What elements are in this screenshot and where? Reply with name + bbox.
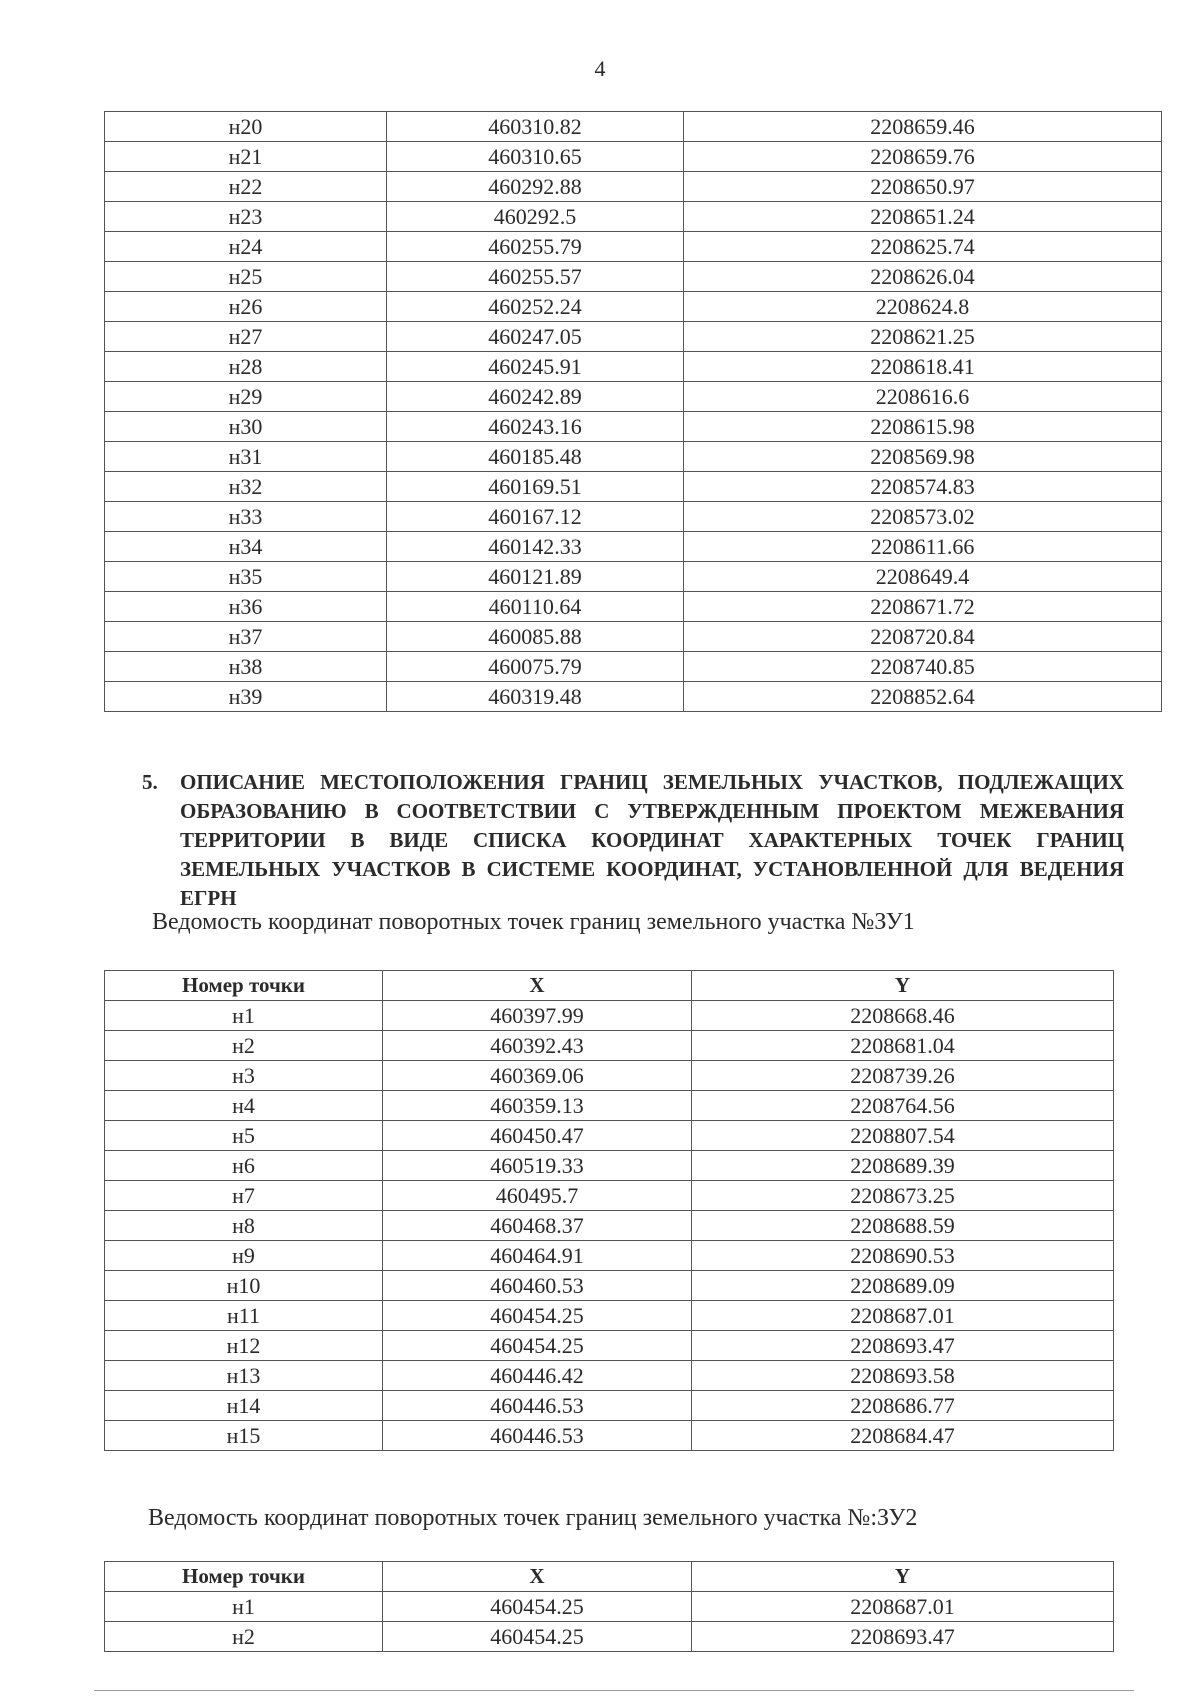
cell-x: 460369.06: [383, 1061, 692, 1091]
cell-point-number: н34: [105, 532, 387, 562]
table-row: [105, 532, 1162, 562]
table-row: [105, 502, 1162, 532]
cell-point-number: н36: [105, 592, 387, 622]
cell-point-number: н22: [105, 172, 387, 202]
cell-point-number: н31: [105, 442, 387, 472]
cell-x: 460468.37: [383, 1211, 692, 1241]
coordinates-table-continued: [104, 111, 1162, 712]
cell-point-number: н10: [105, 1271, 383, 1301]
table-header-row: [105, 971, 1114, 1001]
cell-x: 460310.65: [387, 142, 684, 172]
cell-y: 2208671.72: [684, 592, 1162, 622]
table-row: [105, 322, 1162, 352]
table-row: [105, 1622, 1114, 1652]
table-row: [105, 382, 1162, 412]
cell-point-number: н1: [105, 1592, 383, 1622]
cell-y: 2208651.24: [684, 202, 1162, 232]
cell-x: 460085.88: [387, 622, 684, 652]
table-row: [105, 1121, 1114, 1151]
cell-y: 2208611.66: [684, 532, 1162, 562]
table-row: [105, 1151, 1114, 1181]
table-row: [105, 1391, 1114, 1421]
cell-y: 2208625.74: [684, 232, 1162, 262]
table-row: [105, 1361, 1114, 1391]
table-row: [105, 352, 1162, 382]
table-row: [105, 622, 1162, 652]
cell-point-number: н13: [105, 1361, 383, 1391]
cell-y: 2208689.39: [692, 1151, 1114, 1181]
table-row: [105, 1592, 1114, 1622]
cell-point-number: н9: [105, 1241, 383, 1271]
cell-y: 2208852.64: [684, 682, 1162, 712]
cell-y: 2208626.04: [684, 262, 1162, 292]
cell-point-number: н1: [105, 1001, 383, 1031]
cell-x: 460255.79: [387, 232, 684, 262]
table-row: [105, 202, 1162, 232]
cell-point-number: н25: [105, 262, 387, 292]
cell-point-number: н30: [105, 412, 387, 442]
cell-y: 2208739.26: [692, 1061, 1114, 1091]
table-row: [105, 682, 1162, 712]
cell-x: 460519.33: [383, 1151, 692, 1181]
header-x: X: [383, 1562, 692, 1592]
cell-x: 460454.25: [383, 1592, 692, 1622]
cell-y: 2208689.09: [692, 1271, 1114, 1301]
table-row: [105, 1331, 1114, 1361]
table-caption-zu1: Ведомость координат поворотных точек границ земельного участка №ЗУ1: [152, 909, 915, 935]
cell-x: 460075.79: [387, 652, 684, 682]
cell-y: 2208615.98: [684, 412, 1162, 442]
cell-x: 460110.64: [387, 592, 684, 622]
table-row: [105, 472, 1162, 502]
cell-point-number: н29: [105, 382, 387, 412]
table-row: [105, 1421, 1114, 1451]
cell-x: 460464.91: [383, 1241, 692, 1271]
cell-point-number: н11: [105, 1301, 383, 1331]
cell-point-number: н24: [105, 232, 387, 262]
cell-y: 2208673.25: [692, 1181, 1114, 1211]
cell-x: 460446.42: [383, 1361, 692, 1391]
cell-x: 460495.7: [383, 1181, 692, 1211]
header-x: X: [383, 971, 692, 1001]
cell-y: 2208807.54: [692, 1121, 1114, 1151]
cell-point-number: н6: [105, 1151, 383, 1181]
cell-y: 2208740.85: [684, 652, 1162, 682]
table-row: [105, 1001, 1114, 1031]
cell-point-number: н38: [105, 652, 387, 682]
cell-y: 2208690.53: [692, 1241, 1114, 1271]
cell-point-number: н8: [105, 1211, 383, 1241]
cell-x: 460460.53: [383, 1271, 692, 1301]
cell-y: 2208621.25: [684, 322, 1162, 352]
header-y: Y: [692, 971, 1114, 1001]
table-row: [105, 112, 1162, 142]
cell-y: 2208686.77: [692, 1391, 1114, 1421]
cell-y: 2208650.97: [684, 172, 1162, 202]
cell-x: 460310.82: [387, 112, 684, 142]
table-row: [105, 442, 1162, 472]
cell-y: 2208684.47: [692, 1421, 1114, 1451]
cell-x: 460454.25: [383, 1622, 692, 1652]
footer-divider: [94, 1690, 1134, 1691]
table-row: [105, 412, 1162, 442]
cell-x: 460252.24: [387, 292, 684, 322]
cell-point-number: н21: [105, 142, 387, 172]
cell-x: 460245.91: [387, 352, 684, 382]
cell-x: 460167.12: [387, 502, 684, 532]
table-row: [105, 142, 1162, 172]
cell-x: 460169.51: [387, 472, 684, 502]
table-body: [105, 1001, 1114, 1451]
cell-point-number: н4: [105, 1091, 383, 1121]
table-body: [105, 1592, 1114, 1652]
cell-y: 2208764.56: [692, 1091, 1114, 1121]
section-heading-text: ОПИСАНИЕ МЕСТОПОЛОЖЕНИЯ ГРАНИЦ ЗЕМЕЛЬНЫХ УЧАСТКОВ, ПОДЛЕЖАЩИХ ОБРАЗОВАНИЮ В СООТВЕТСТВИИ С УТВЕРЖДЕННЫМ ПРОЕКТОМ МЕЖЕВАНИЯ ТЕРРИТОРИИ В ВИДЕ СПИСКА КООРДИНАТ ХАРАКТЕРНЫХ ТОЧЕК ГРАНИЦ ЗЕМЕЛЬНЫХ УЧАСТКОВ В СИСТЕМЕ КООРДИНАТ, УСТАНОВЛЕННОЙ ДЛЯ ВЕДЕНИЯ ЕГРН: [180, 770, 1124, 910]
cell-x: 460243.16: [387, 412, 684, 442]
cell-point-number: н26: [105, 292, 387, 322]
cell-point-number: н14: [105, 1391, 383, 1421]
cell-y: 2208574.83: [684, 472, 1162, 502]
table-row: [105, 652, 1162, 682]
table-row: [105, 592, 1162, 622]
table-row: [105, 1091, 1114, 1121]
cell-x: 460454.25: [383, 1301, 692, 1331]
cell-point-number: н5: [105, 1121, 383, 1151]
cell-y: 2208681.04: [692, 1031, 1114, 1061]
cell-y: 2208659.76: [684, 142, 1162, 172]
cell-point-number: н12: [105, 1331, 383, 1361]
cell-point-number: н3: [105, 1061, 383, 1091]
cell-point-number: н27: [105, 322, 387, 352]
cell-x: 460319.48: [387, 682, 684, 712]
table-row: [105, 1211, 1114, 1241]
cell-point-number: н28: [105, 352, 387, 382]
cell-x: 460454.25: [383, 1331, 692, 1361]
cell-y: 2208687.01: [692, 1301, 1114, 1331]
section-number: 5.: [142, 770, 158, 794]
cell-y: 2208616.6: [684, 382, 1162, 412]
cell-point-number: н35: [105, 562, 387, 592]
cell-x: 460185.48: [387, 442, 684, 472]
cell-y: 2208668.46: [692, 1001, 1114, 1031]
cell-y: 2208649.4: [684, 562, 1162, 592]
cell-y: 2208618.41: [684, 352, 1162, 382]
cell-y: 2208693.47: [692, 1331, 1114, 1361]
cell-point-number: н7: [105, 1181, 383, 1211]
table-row: [105, 1181, 1114, 1211]
cell-x: 460142.33: [387, 532, 684, 562]
table-row: [105, 1271, 1114, 1301]
cell-point-number: н23: [105, 202, 387, 232]
cell-x: 460446.53: [383, 1391, 692, 1421]
cell-x: 460397.99: [383, 1001, 692, 1031]
cell-x: 460292.88: [387, 172, 684, 202]
cell-y: 2208693.47: [692, 1622, 1114, 1652]
cell-y: 2208569.98: [684, 442, 1162, 472]
table-row: [105, 1061, 1114, 1091]
cell-x: 460247.05: [387, 322, 684, 352]
cell-y: 2208687.01: [692, 1592, 1114, 1622]
cell-point-number: н2: [105, 1031, 383, 1061]
cell-point-number: н2: [105, 1622, 383, 1652]
cell-y: 2208659.46: [684, 112, 1162, 142]
table-row: [105, 172, 1162, 202]
coordinates-table-zu1: [104, 970, 1114, 1451]
header-point-number: Номер точки: [105, 971, 383, 1001]
table-row: [105, 1031, 1114, 1061]
table-row: [105, 292, 1162, 322]
cell-point-number: н33: [105, 502, 387, 532]
page-number: 4: [594, 56, 606, 81]
cell-x: 460121.89: [387, 562, 684, 592]
cell-point-number: н15: [105, 1421, 383, 1451]
header-y: Y: [692, 1562, 1114, 1592]
cell-x: 460446.53: [383, 1421, 692, 1451]
table-body: [105, 112, 1162, 712]
table-header-row: [105, 1562, 1114, 1592]
cell-y: 2208693.58: [692, 1361, 1114, 1391]
cell-point-number: н37: [105, 622, 387, 652]
table-row: [105, 232, 1162, 262]
section-5-heading: [142, 768, 1124, 913]
table-caption-zu2: Ведомость координат поворотных точек границ земельного участка №:ЗУ2: [148, 1505, 918, 1531]
cell-y: 2208573.02: [684, 502, 1162, 532]
cell-x: 460450.47: [383, 1121, 692, 1151]
cell-x: 460392.43: [383, 1031, 692, 1061]
coordinates-table-zu2: [104, 1561, 1114, 1652]
cell-point-number: н32: [105, 472, 387, 502]
table-row: [105, 1301, 1114, 1331]
cell-x: 460292.5: [387, 202, 684, 232]
table-row: [105, 1241, 1114, 1271]
cell-y: 2208624.8: [684, 292, 1162, 322]
cell-y: 2208688.59: [692, 1211, 1114, 1241]
header-point-number: Номер точки: [105, 1562, 383, 1592]
cell-x: 460359.13: [383, 1091, 692, 1121]
cell-x: 460255.57: [387, 262, 684, 292]
table-row: [105, 262, 1162, 292]
cell-y: 2208720.84: [684, 622, 1162, 652]
cell-point-number: н39: [105, 682, 387, 712]
table-row: [105, 562, 1162, 592]
cell-point-number: н20: [105, 112, 387, 142]
cell-x: 460242.89: [387, 382, 684, 412]
